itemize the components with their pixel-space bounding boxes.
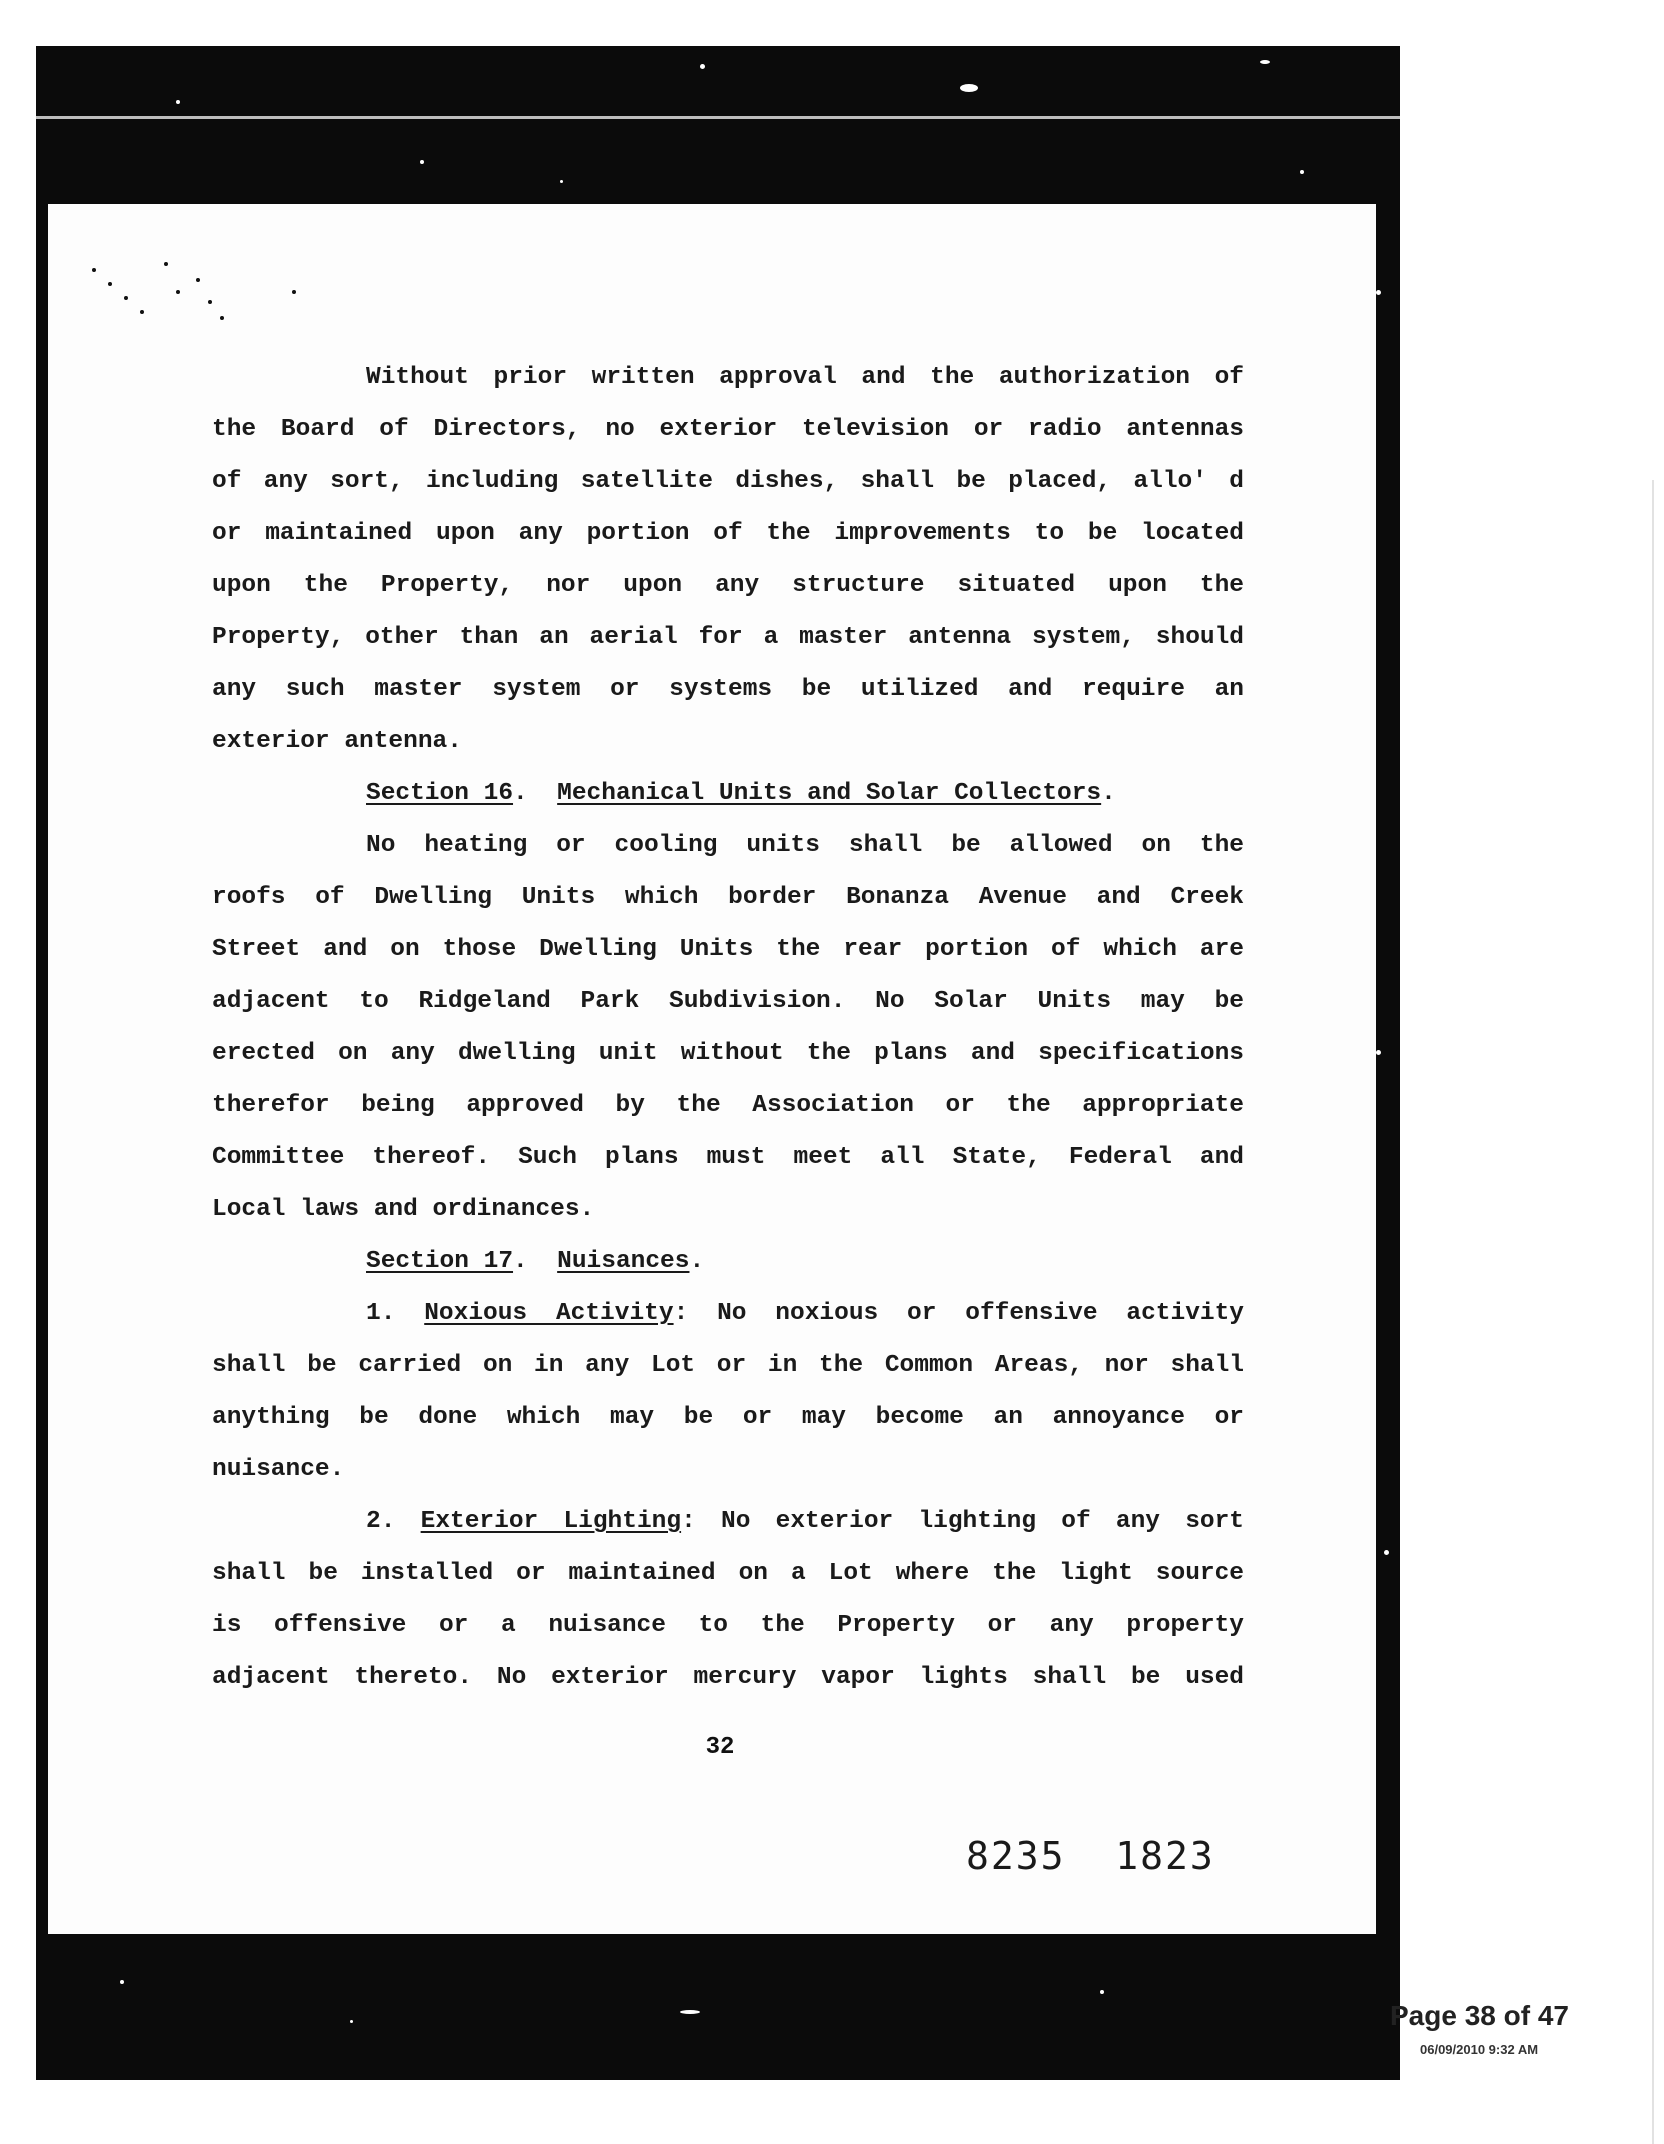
text-line: is offensive or a nuisance to the Property or any property [212, 1612, 1244, 1639]
viewer-scrollbar[interactable] [1652, 480, 1654, 2144]
paragraph-noxious-activity [212, 1288, 1244, 1496]
paragraph-section-16 [212, 820, 1244, 1236]
scan-speck [560, 180, 563, 183]
text-line: 2. Exterior Lighting: No exterior lighting of any sort [366, 1508, 1245, 1535]
scan-dot [176, 290, 180, 294]
text-line: or maintained upon any portion of the improvements to be located [212, 520, 1244, 547]
section-17-label: Section 17 [366, 1248, 514, 1275]
scan-speck [350, 2020, 353, 2023]
text-line: Without prior written approval and the authorization of [366, 364, 1244, 391]
section-16-label: Section 16 [366, 780, 514, 807]
scan-dot [196, 278, 200, 282]
section-17-title: Nuisances [557, 1248, 690, 1275]
section-17-heading: Section 17. Nuisances. [366, 1248, 705, 1275]
scan-speck [680, 2010, 700, 2014]
scan-speck [176, 100, 180, 104]
paragraph-exterior-lighting [212, 1496, 1244, 1704]
scan-speck [1260, 60, 1270, 64]
paragraph-antennas [212, 352, 1244, 768]
scan-speck [420, 160, 424, 164]
text-line: 1. Noxious Activity: No noxious or offensive activity [366, 1300, 1244, 1327]
scan-speck [1100, 1990, 1104, 1994]
item-2-lead: No exterior lighting of any sort [721, 1508, 1245, 1535]
scan-speck [1376, 1050, 1381, 1055]
item-1-lead: No noxious or offensive activity [717, 1300, 1244, 1327]
text-line: Street and on those Dwelling Units the rear portion of which are [212, 936, 1244, 963]
scan-dot [164, 262, 168, 266]
item-1-title: Noxious Activity [424, 1300, 674, 1327]
scan-frame-line [36, 116, 1400, 119]
scan-speck [120, 1980, 124, 1984]
text-line: Local laws and ordinances. [212, 1196, 595, 1223]
scan-speck [1376, 290, 1381, 295]
text-line: therefor being approved by the Association or the appropriate [212, 1092, 1244, 1119]
text-line: the Board of Directors, no exterior television or radio antennas [212, 416, 1244, 443]
text-line: erected on any dwelling unit without the plans and specifications [212, 1040, 1244, 1067]
scan-dot [92, 268, 96, 272]
viewer-timestamp: 06/09/2010 9:32 AM [1420, 2042, 1539, 2057]
text-line: shall be installed or maintained on a Lot where the light source [212, 1560, 1244, 1587]
text-line: roofs of Dwelling Units which border Bonanza Avenue and Creek [212, 884, 1244, 911]
text-line: No heating or cooling units shall be allowed on the [366, 832, 1244, 859]
text-line: adjacent to Ridgeland Park Subdivision. No Solar Units may be [212, 988, 1244, 1015]
section-16-heading: Section 16. Mechanical Units and Solar Collectors. [366, 780, 1116, 807]
scan-speck [1300, 170, 1304, 174]
scan-dot [140, 310, 144, 314]
page-number: 32 [705, 1734, 735, 1761]
text-line: anything be done which may be or may become an annoyance or [212, 1404, 1244, 1431]
text-line: shall be carried on in any Lot or in the Common Areas, nor shall [212, 1352, 1244, 1379]
book-page-reference: 8235 1823 [966, 1834, 1215, 1878]
scan-dot [124, 296, 128, 300]
text-line: nuisance. [212, 1456, 345, 1483]
scan-speck [1384, 1550, 1389, 1555]
section-16-title: Mechanical Units and Solar Collectors [557, 780, 1102, 807]
scan-dot [220, 316, 224, 320]
scan-dot [208, 300, 212, 304]
scan-dot [292, 290, 296, 294]
text-line: Property, other than an aerial for a master antenna system, should [212, 624, 1244, 651]
item-2-title: Exterior Lighting [420, 1508, 682, 1535]
viewer-page-indicator: Page 38 of 47 [1390, 2000, 1569, 2031]
scan-speck [700, 64, 705, 69]
scan-dot [108, 282, 112, 286]
item-1-number: 1. [366, 1300, 396, 1327]
text-line: of any sort, including satellite dishes, shall be placed, allo' d [212, 468, 1244, 495]
text-line: upon the Property, nor upon any structure situated upon the [212, 572, 1244, 599]
text-line: adjacent thereto. No exterior mercury vapor lights shall be used [212, 1664, 1244, 1691]
text-line: Committee thereof. Such plans must meet all State, Federal and [212, 1144, 1244, 1171]
text-line: exterior antenna. [212, 728, 462, 755]
item-2-number: 2. [366, 1508, 396, 1535]
text-line: any such master system or systems be utilized and require an [212, 676, 1244, 703]
scan-speck [960, 84, 978, 92]
